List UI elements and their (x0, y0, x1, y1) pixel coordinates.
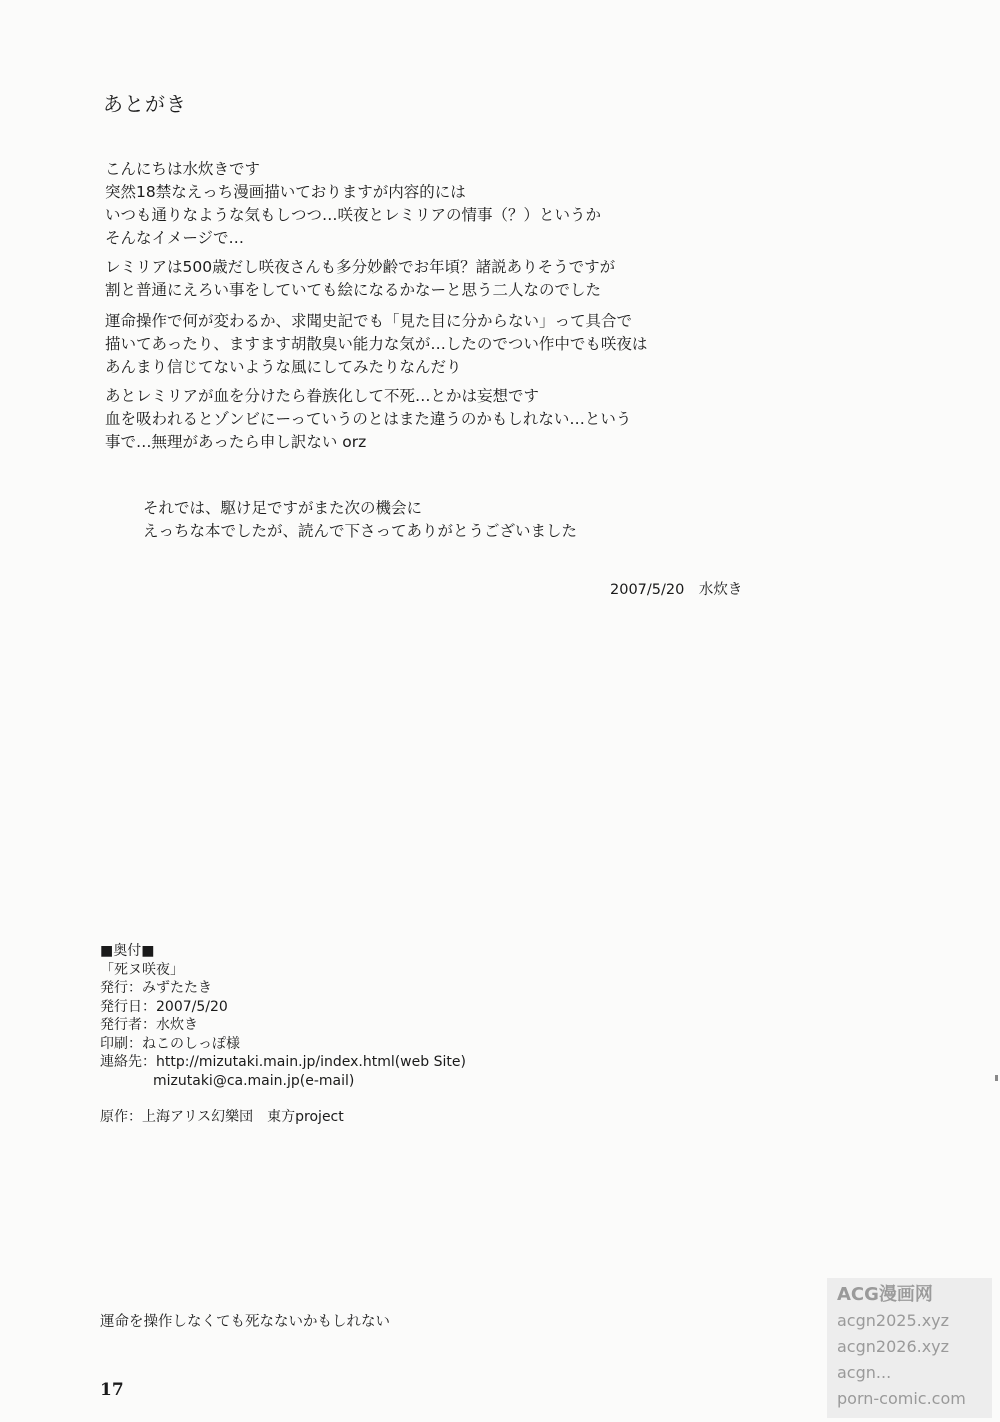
text-line: それでは、駆け足ですがまた次の機会に (143, 499, 423, 517)
text-line: 割と普通にえろい事をしていても絵になるかなーと思う二人なのでした (105, 281, 602, 299)
watermark-line: acgn2025.xyz (837, 1311, 950, 1330)
signature-date: 2007/5/20 水炊き (610, 582, 743, 598)
afterword-paragraph-2 (105, 256, 615, 302)
spacer (100, 1090, 466, 1108)
closing-message (143, 497, 577, 543)
scan-speck (995, 1075, 998, 1081)
colophon (100, 942, 466, 1127)
text-line: 血を吸われるとゾンビにーっていうのとはまた違うのかもしれない…という (105, 410, 632, 428)
text-line: 運命操作で何が変わるか、求聞史記でも「見た目に分からない」って具合で (105, 312, 633, 330)
text-line: 描いてあったり、ますます胡散臭い能力な気が…したのでつい作中でも咲夜は (105, 335, 648, 353)
text-line: いつも通りなような気もしつつ…咲夜とレミリアの情事（？）というか (105, 206, 602, 224)
watermark-line: porn-comic.com (837, 1389, 966, 1408)
watermark-line: acgn... (837, 1363, 892, 1382)
page-number: 17 (100, 1380, 124, 1400)
watermark-line: acgn2026.xyz (837, 1337, 950, 1356)
text-line: あとレミリアが血を分けたら眷族化して不死…とかは妄想です (105, 387, 540, 405)
colophon-issuer: 発行者：水炊き (100, 1017, 198, 1033)
colophon-email: mizutaki@ca.main.jp(e-mail) (153, 1072, 355, 1089)
text-line: レミリアは500歳だし咲夜さんも多分妙齢でお年頃？諸説ありそうですが (105, 258, 616, 276)
colophon-contact: 連絡先：http://mizutaki.main.jp/index.html(web Site) (100, 1054, 466, 1070)
colophon-header: ■奥付■ (100, 943, 155, 959)
colophon-publisher: 発行：みずたたき (100, 980, 212, 996)
colophon-date: 発行日：2007/5/20 (100, 998, 228, 1015)
afterword-paragraph-3 (105, 310, 647, 379)
afterword-paragraph-1 (105, 158, 601, 250)
text-line: 突然18禁なえっち漫画描いておりますが内容的には (105, 183, 466, 201)
afterword-paragraph-4 (105, 385, 631, 454)
colophon-original: 原作：上海アリス幻樂団 東方project (100, 1109, 344, 1125)
colophon-title: 「死ヌ咲夜」 (100, 961, 184, 978)
text-line: そんなイメージで… (105, 229, 245, 247)
text-line: えっちな本でしたが、読んで下さってありがとうございました (143, 522, 578, 540)
text-line: 事で…無理があったら申し訳ない orz (105, 433, 367, 451)
closing-note: 運命を操作しなくても死なないかもしれない (100, 1314, 390, 1330)
text-line: あんまり信じてないような風にしてみたりなんだり (105, 358, 462, 376)
watermark-title: ACG漫画网 (837, 1284, 933, 1305)
site-watermark (827, 1278, 992, 1418)
afterword-heading: あとがき (103, 92, 187, 116)
colophon-printer: 印刷：ねこのしっぽ様 (100, 1035, 240, 1052)
text-line: こんにちは水炊きです (105, 160, 261, 178)
